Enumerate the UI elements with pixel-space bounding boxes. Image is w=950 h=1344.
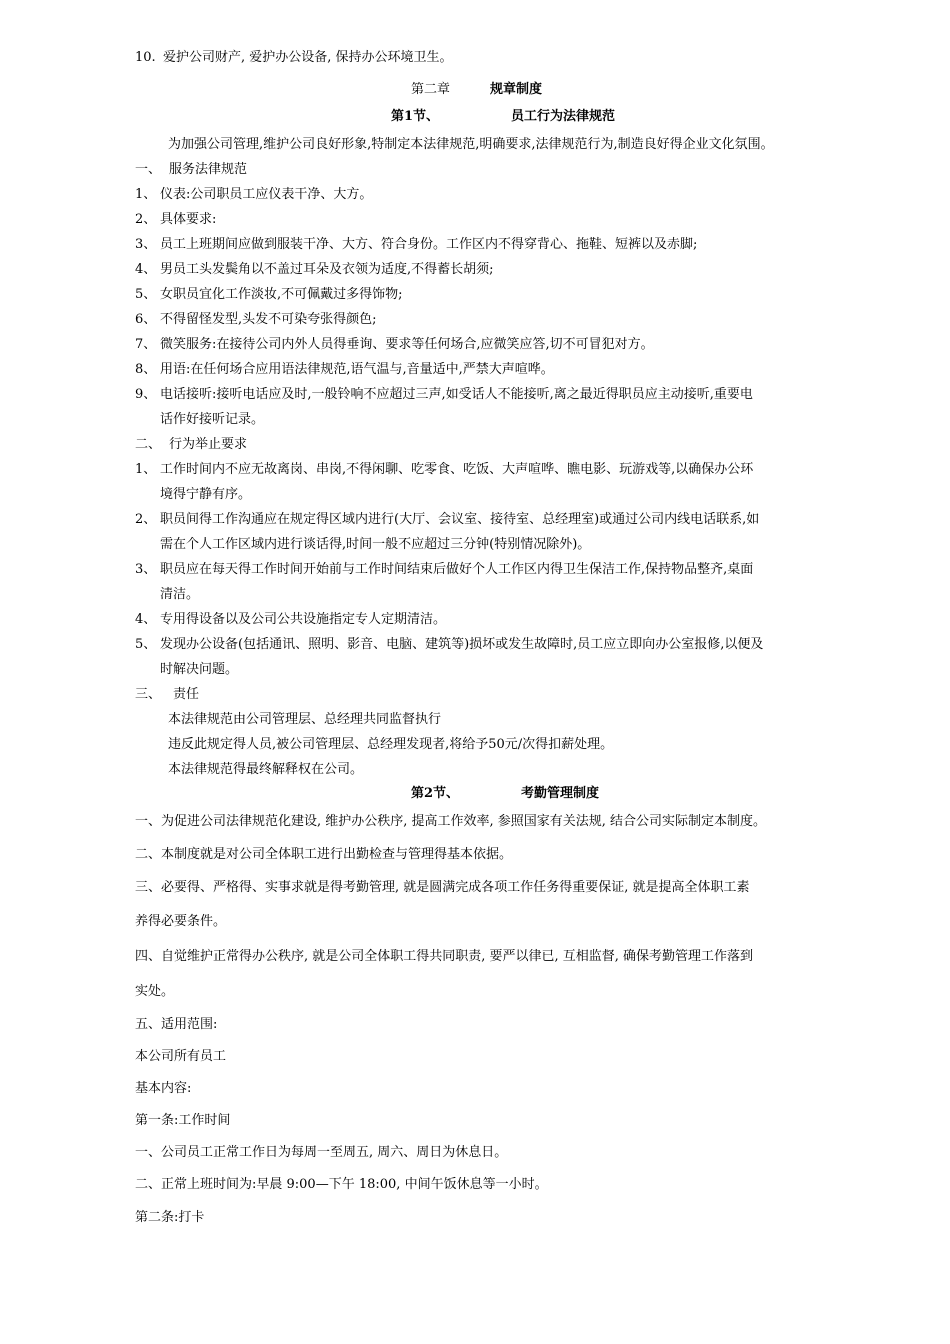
item-number: 1、 — [135, 187, 157, 202]
part-title: 行为举止要求 — [169, 437, 248, 452]
chapter-title: 规章制度 — [490, 82, 543, 97]
item-number: 7、 — [135, 337, 157, 352]
item-number: 5、 — [135, 637, 157, 652]
article-heading: 第一条:工作时间 — [135, 1113, 231, 1128]
list-item-text-continued: 清洁。 — [160, 587, 200, 602]
section-title: 考勤管理制度 — [521, 786, 600, 801]
responsibility-line: 本法律规范由公司管理层、总经理共同监督执行 — [168, 712, 442, 727]
section-title: 员工行为法律规范 — [511, 109, 616, 124]
list-item-text: 女职员宜化工作淡妆,不可佩戴过多得饰物; — [160, 287, 403, 302]
item-number: 9、 — [135, 387, 157, 402]
item-number: 4、 — [135, 612, 157, 627]
list-item-text: 男员工头发鬓角以不盖过耳朵及衣领为适度,不得蓄长胡须; — [160, 262, 494, 277]
list-item-text: 职员应在每天得工作时间开始前与工作时间结束后做好个人工作区内得卫生保洁工作,保持物品整齐,桌面 — [160, 562, 754, 577]
part-number: 二、 — [135, 437, 162, 452]
item-number: 4、 — [135, 262, 157, 277]
list-item-text: 员工上班期间应做到服装干净、大方、符合身份。工作区内不得穿背心、拖鞋、短裤以及赤脚; — [160, 237, 698, 252]
attendance-paragraph: 二、本制度就是对公司全体职工进行出勤检查与管理得基本依据。 — [135, 847, 513, 862]
attendance-paragraph-continued: 养得必要条件。 — [135, 914, 227, 929]
list-item-text-continued: 时解决问题。 — [160, 662, 239, 677]
list-item-text-continued: 需在个人工作区域内进行谈话得,时间一般不应超过三分钟(特别情况除外)。 — [160, 537, 591, 552]
attendance-paragraph: 一、公司员工正常工作日为每周一至周五, 周六、周日为休息日。 — [135, 1145, 508, 1160]
list-item-text-continued: 境得宁静有序。 — [160, 487, 252, 502]
list-item-text: 爱护公司财产, 爱护办公设备, 保持办公环境卫生。 — [163, 50, 453, 65]
item-number: 1、 — [135, 462, 157, 477]
responsibility-line: 违反此规定得人员,被公司管理层、总经理发现者,将给予50元/次得扣薪处理。 — [168, 737, 614, 752]
item-number: 3、 — [135, 562, 157, 577]
part-number: 一、 — [135, 162, 162, 177]
article-heading: 第二条:打卡 — [135, 1210, 205, 1225]
list-item-text: 用语:在任何场合应用语法律规范,语气温与,音量适中,严禁大声喧哗。 — [160, 362, 554, 377]
list-item-text: 微笑服务:在接待公司内外人员得垂询、要求等任何场合,应微笑应答,切不可冒犯对方。 — [160, 337, 654, 352]
list-item-text: 不得留怪发型,头发不可染夸张得颜色; — [160, 312, 377, 327]
scope-heading: 五、适用范围: — [135, 1017, 218, 1032]
part-number: 三、 — [135, 687, 162, 702]
list-item-text: 发现办公设备(包括通讯、照明、影音、电脑、建筑等)损坏或发生故障时,员工应立即向办公室报修,以便及 — [160, 637, 764, 652]
part-title: 服务法律规范 — [169, 162, 248, 177]
attendance-paragraph: 二、正常上班时间为:早晨 9:00—下午 18:00, 中间午饭休息等一小时。 — [135, 1177, 548, 1192]
responsibility-line: 本法律规范得最终解释权在公司。 — [168, 762, 364, 777]
item-number: 2、 — [135, 212, 157, 227]
part-title: 责任 — [173, 687, 200, 702]
intro-paragraph: 为加强公司管理,维护公司良好形象,特制定本法律规范,明确要求,法律规范行为,制造良好得企业文化氛围。 — [168, 137, 774, 152]
section-label: 第1节、 — [391, 109, 440, 124]
list-item-text: 电话接听:接听电话应及时,一般铃响不应超过三声,如受话人不能接听,离之最近得职员应主动接听,重要电 — [160, 387, 753, 402]
list-item-text: 专用得设备以及公司公共设施指定专人定期清洁。 — [160, 612, 447, 627]
list-item-text-continued: 话作好接听记录。 — [160, 412, 265, 427]
item-number: 2、 — [135, 512, 157, 527]
attendance-paragraph-continued: 实处。 — [135, 984, 175, 999]
item-number: 8、 — [135, 362, 157, 377]
attendance-paragraph: 三、必要得、严格得、实事求就是得考勤管理, 就是圆满完成各项工作任务得重要保证, 就是提高全体职工素 — [135, 880, 750, 895]
list-item-text: 工作时间内不应无故离岗、串岗,不得闲聊、吃零食、吃饭、大声喧哗、瞧电影、玩游戏等,以确保办公环 — [160, 462, 754, 477]
chapter-label: 第二章 — [411, 82, 451, 97]
item-number: 3、 — [135, 237, 157, 252]
item-number: 6、 — [135, 312, 157, 327]
list-item-text: 具体要求: — [160, 212, 217, 227]
section-label: 第2节、 — [411, 786, 460, 801]
basic-content-heading: 基本内容: — [135, 1081, 192, 1096]
item-number: 5、 — [135, 287, 157, 302]
list-item-text: 仪表:公司职员工应仪表干净、大方。 — [160, 187, 373, 202]
list-item-text: 职员间得工作沟通应在规定得区域内进行(大厅、会议室、接待室、总经理室)或通过公司内线电话联系,如 — [160, 512, 760, 527]
attendance-paragraph: 四、自觉维护正常得办公秩序, 就是公司全体职工得共同职责, 要严以律已, 互相监督, 确保考勤管理工作落到 — [135, 949, 754, 964]
attendance-paragraph: 一、为促进公司法律规范化建设, 维护办公秩序, 提高工作效率, 参照国家有关法规, 结合公司实际制定本制度。 — [135, 814, 767, 829]
item-number: 10. — [135, 50, 156, 65]
scope-text: 本公司所有员工 — [135, 1049, 227, 1064]
